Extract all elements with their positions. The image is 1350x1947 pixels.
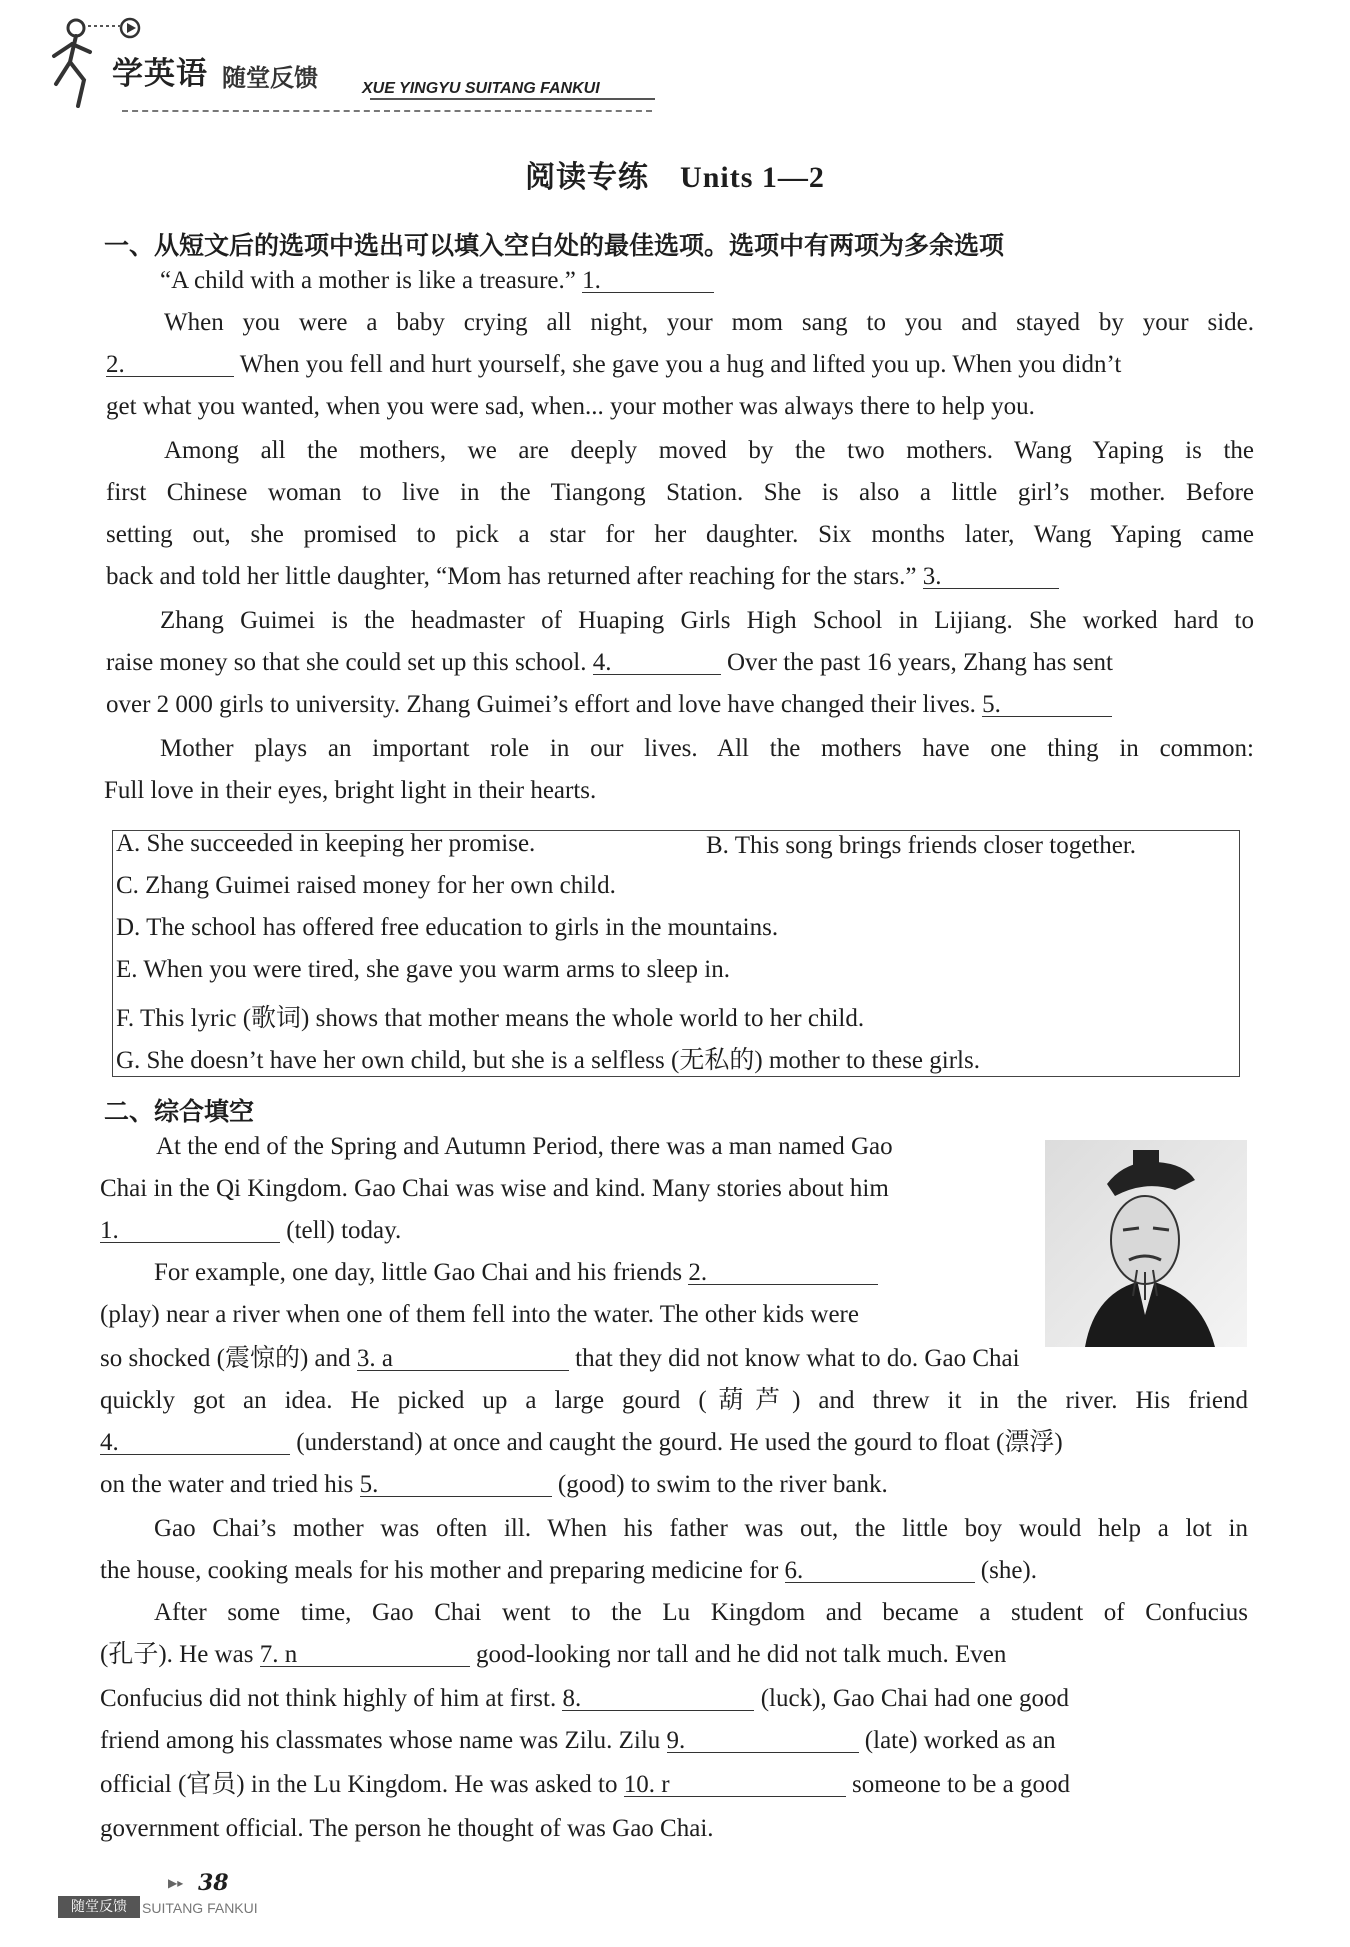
option-d: D. The school has offered free education to girls in the mountains. <box>116 914 779 941</box>
line-text: Confucius did not think highly of him at first. <box>100 1685 563 1712</box>
line-text-after: (luck), Gao Chai had one good <box>754 1685 1069 1712</box>
line-text: “A child with a mother is like a treasure.” <box>160 267 583 294</box>
line-text: so shocked (震惊的) and <box>100 1345 357 1372</box>
passage-line <box>164 436 1254 466</box>
passage-line <box>100 1300 859 1330</box>
passage-line <box>100 1174 889 1204</box>
answer-blank[interactable]: 8. <box>562 1684 754 1711</box>
answer-blank[interactable]: 5. <box>360 1470 552 1497</box>
option-a: A. She succeeded in keeping her promise. <box>116 830 536 857</box>
footer-pinyin: SUITANG FANKUI <box>142 1900 258 1916</box>
line-text-after: (she). <box>974 1557 1038 1584</box>
passage-line <box>100 1770 1070 1800</box>
line-text: Among all the mothers, we are deeply moved by the two mothers. Wang Yaping is the <box>164 437 1254 464</box>
line-text-after: someone to be a good <box>845 1771 1070 1798</box>
passage-line <box>106 392 1035 422</box>
line-text: raise money so that she could set up this school. <box>106 649 593 676</box>
option-g: G. She doesn’t have her own child, but she is a selfless (无私的) mother to these girls. <box>116 1047 980 1074</box>
line-text: Full love in their eyes, bright light in their hearts. <box>104 777 597 804</box>
header-title: 学英语 <box>112 56 208 92</box>
passage-line <box>100 1470 888 1500</box>
answer-blank[interactable]: 1. <box>100 1216 280 1243</box>
line-text: At the end of the Spring and Autumn Period, there was a man named Gao <box>156 1133 893 1160</box>
line-text-after: that they did not know what to do. Gao Chai <box>568 1345 1020 1372</box>
header-subtitle: 随堂反馈 <box>222 64 318 92</box>
section1-heading: 一、从短文后的选项中选出可以填入空白处的最佳选项。选项中有两项为多余选项 <box>104 231 1005 260</box>
line-text-after: (good) to swim to the river bank. <box>551 1471 888 1498</box>
header-rule <box>370 98 655 100</box>
option-e: E. When you were tired, she gave you warm arms to sleep in. <box>116 956 730 983</box>
line-text-after: Over the past 16 years, Zhang has sent <box>720 649 1113 676</box>
answer-blank[interactable]: 2. <box>106 350 234 377</box>
answer-blank[interactable]: 7. n <box>260 1640 470 1667</box>
line-text: (play) near a river when one of them fell into the water. The other kids were <box>100 1301 859 1328</box>
page-number: 38 <box>198 1870 229 1896</box>
passage-line <box>160 734 1254 764</box>
passage-line <box>100 1726 1056 1756</box>
line-text: Gao Chai’s mother was often ill. When his father was out, the little boy would help a lot in <box>154 1515 1248 1542</box>
line-text: first Chinese woman to live in the Tiangong Station. She is also a little girl’s mother. Before <box>106 479 1254 506</box>
page-title: 阅读专练 Units 1—2 <box>525 161 825 194</box>
answer-blank[interactable]: 10. r <box>624 1770 846 1797</box>
passage-line <box>100 1344 1020 1374</box>
header-dashed-rule <box>122 110 652 112</box>
gao-chai-portrait-image <box>1045 1140 1247 1347</box>
option-c: C. Zhang Guimei raised money for her own child. <box>116 872 616 899</box>
answer-blank[interactable]: 9. <box>667 1726 859 1753</box>
passage-line <box>100 1386 1248 1416</box>
line-text: For example, one day, little Gao Chai and his friends <box>154 1259 689 1286</box>
line-text: the house, cooking meals for his mother and preparing medicine for <box>100 1557 785 1584</box>
line-text-after: good-looking nor tall and he did not talk much. Even <box>469 1641 1007 1668</box>
passage-line <box>100 1556 1037 1586</box>
passage-line <box>160 266 714 296</box>
option-b: B. This song brings friends closer together. <box>706 832 1137 859</box>
answer-blank[interactable]: 5. <box>982 690 1112 717</box>
line-text: Chai in the Qi Kingdom. Gao Chai was wise and kind. Many stories about him <box>100 1175 889 1202</box>
passage-line <box>106 520 1254 550</box>
line-text: setting out, she promised to pick a star for her daughter. Six months later, Wang Yaping came <box>106 521 1254 548</box>
passage-line <box>104 776 596 806</box>
passage-line <box>100 1216 401 1246</box>
answer-blank[interactable]: 2. <box>688 1258 878 1285</box>
answer-blank[interactable]: 3. a <box>357 1344 569 1371</box>
line-text-after: (late) worked as an <box>858 1727 1056 1754</box>
passage-line <box>106 690 1112 720</box>
passage-line <box>100 1640 1006 1670</box>
line-text: get what you wanted, when you were sad, when... your mother was always there to help you. <box>106 393 1035 420</box>
answer-blank[interactable]: 1. <box>582 266 714 293</box>
passage-line <box>106 350 1121 380</box>
line-text: After some time, Gao Chai went to the Lu Kingdom and became a student of Confucius <box>154 1599 1248 1626</box>
passage-line <box>106 562 1059 592</box>
page-arrows-icon: ▶▸ <box>168 1876 184 1890</box>
header-pinyin: XUE YINGYU SUITANG FANKUI <box>362 80 600 97</box>
line-text: back and told her little daughter, “Mom has returned after reaching for the stars.” <box>106 563 923 590</box>
line-text-after: (understand) at once and caught the gourd. He used the gourd to float (漂浮) <box>290 1429 1063 1456</box>
line-text: (孔子). He was <box>100 1641 260 1668</box>
line-text: over 2 000 girls to university. Zhang Guimei’s effort and love have changed their lives. <box>106 691 983 718</box>
line-text: Mother plays an important role in our lives. All the mothers have one thing in common: <box>160 735 1254 762</box>
passage-line <box>160 606 1254 636</box>
passage-line <box>106 478 1254 508</box>
footer-badge: 随堂反馈 <box>58 1896 140 1918</box>
answer-blank[interactable]: 4. <box>100 1428 290 1455</box>
line-text: official (官员) in the Lu Kingdom. He was asked to <box>100 1771 624 1798</box>
passage-line <box>100 1428 1063 1458</box>
passage-line <box>100 1684 1069 1714</box>
answer-blank[interactable]: 6. <box>785 1556 975 1583</box>
line-text-after: When you fell and hurt yourself, she gave you a hug and lifted you up. When you didn’t <box>234 351 1122 378</box>
answer-blank[interactable]: 4. <box>593 648 721 675</box>
answer-blank[interactable]: 3. <box>923 562 1059 589</box>
line-text: friend among his classmates whose name was Zilu. Zilu <box>100 1727 667 1754</box>
line-text: quickly got an idea. He picked up a large gourd (葫芦) and threw it in the river. His friend <box>100 1387 1248 1414</box>
passage-line <box>100 1814 714 1844</box>
option-f: F. This lyric (歌词) shows that mother means the whole world to her child. <box>116 1005 865 1032</box>
passage-line <box>106 648 1113 678</box>
line-text-after: (tell) today. <box>280 1217 402 1244</box>
passage-line <box>164 308 1254 338</box>
passage-line <box>154 1598 1248 1628</box>
line-text: on the water and tried his <box>100 1471 360 1498</box>
line-text: government official. The person he thought of was Gao Chai. <box>100 1815 714 1842</box>
passage-line <box>154 1258 878 1288</box>
line-text: When you were a baby crying all night, your mom sang to you and stayed by your side. <box>164 309 1254 336</box>
line-text: Zhang Guimei is the headmaster of Huaping Girls High School in Lijiang. She worked hard to <box>160 607 1254 634</box>
passage-line <box>156 1132 893 1162</box>
passage-line <box>154 1514 1248 1544</box>
section2-heading: 二、综合填空 <box>104 1097 255 1126</box>
